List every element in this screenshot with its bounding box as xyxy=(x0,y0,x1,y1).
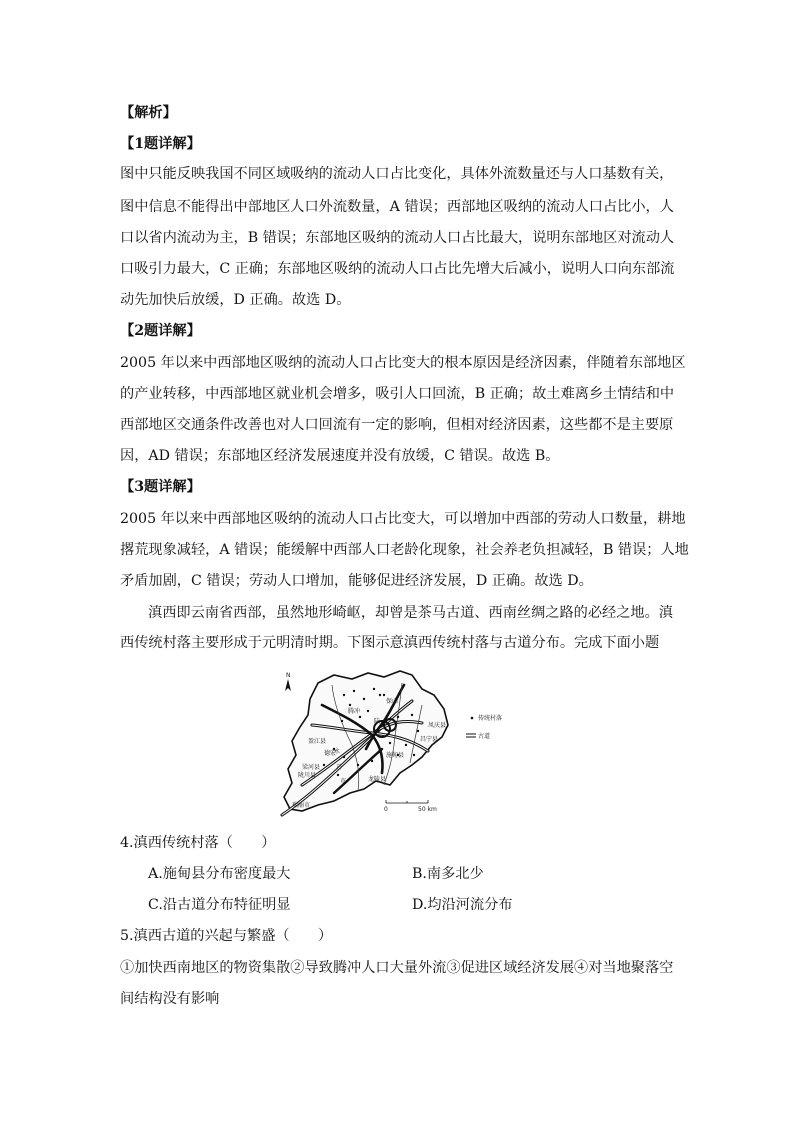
label-yingjiang: 盈江县 xyxy=(308,738,327,745)
q1-line-4: 口吸引力最大，C 正确；东部地区吸纳的流动人口占比先增大后减小，说明人口向东部流 xyxy=(120,261,675,277)
label-mang: 芒 xyxy=(336,764,343,771)
q1-line-5: 动先加快后放缓，D 正确。故选 D。 xyxy=(120,292,351,308)
q4-option-a: A.施甸县分布密度最大 xyxy=(148,866,291,882)
scale-zero: 0 xyxy=(384,806,388,813)
q3-line-3: 矛盾加剧，C 错误；劳动人口增加，能够促进经济发展，D 正确。故选 D。 xyxy=(120,573,593,589)
legend-village-icon xyxy=(471,717,474,720)
map-legend xyxy=(466,714,502,740)
legend-road: 古道 xyxy=(478,733,491,740)
q2-title: 【2题详解】 xyxy=(120,323,201,339)
q1-title: 【1题详解】 xyxy=(120,136,201,152)
q5-stem: 5.滇西古道的兴起与繁盛（ ） xyxy=(120,928,333,944)
q1-line-3: 口以省内流动为主，B 错误；东部地区吸纳的流动人口占比最大，说明东部地区对流动人 xyxy=(120,230,675,246)
passage-line-1: 滇西即云南省西部，虽然地形崎岖，却曾是茶马古道、西南丝绸之路的必经之地。滇 xyxy=(148,605,673,621)
q3-line-1: 2005 年以来中西部地区吸纳的流动人口占比变大，可以增加中西部的劳动人口数量，耕地 xyxy=(120,511,686,527)
legend-village: 传统村落 xyxy=(478,715,503,722)
label-longling: 龙陵县 xyxy=(368,776,387,783)
q4-option-c: C.沿古道分布特征明显 xyxy=(148,897,291,913)
q5-line-1: ①加快西南地区的物资集散②导致腾冲人口大量外流③促进区域经济发展④对当地聚落空 xyxy=(120,960,674,976)
label-fengqing: 凤庆县 xyxy=(428,722,447,729)
village-road-map xyxy=(272,665,527,823)
label-shidian: 施甸县 xyxy=(386,752,405,759)
q2-line-3: 西部地区交通条件改善也对人口回流有一定的影响，但相对经济因素，这些都不是主要原 xyxy=(120,417,674,433)
north-label: N xyxy=(286,672,291,679)
q3-title: 【3题详解】 xyxy=(120,479,201,495)
scale-km: 50 km xyxy=(418,806,437,813)
label-lu: 陆 xyxy=(374,718,381,725)
label-changning: 昌宁县 xyxy=(420,736,439,743)
label-ruili: 瑞丽市 xyxy=(292,802,311,809)
label-yong: 永 xyxy=(334,748,341,755)
label-lianghe: 梁河县 xyxy=(302,764,321,771)
label-shi: 市 xyxy=(340,778,347,785)
label-dehong: 德宏 xyxy=(324,750,337,757)
q5-line-2: 间结构没有影响 xyxy=(120,991,220,1007)
analysis-header: 【解析】 xyxy=(120,105,177,121)
q1-line-2: 图中信息不能得出中部地区人口外流数量，A 错误；西部地区吸纳的流动人口占比小，人 xyxy=(120,199,674,215)
label-tengchong: 腾冲 xyxy=(348,708,361,715)
q2-line-4: 因，AD 错误；东部地区经济发展速度并没有放缓，C 错误。故选 B。 xyxy=(120,448,560,464)
north-arrow-icon xyxy=(285,679,291,691)
q1-line-1: 图中只能反映我国不同区域吸纳的流动人口占比变化，具体外流数量还与人口基数有关， xyxy=(120,166,674,182)
q2-line-1: 2005 年以来中西部地区吸纳的流动人口占比变大的根本原因是经济因素，伴随着东部地区 xyxy=(120,355,686,371)
q4-stem: 4.滇西传统村落（ ） xyxy=(120,835,276,851)
q3-line-2: 撂荒现象减轻，A 错误；能缓解中西部人口老龄化现象，社会养老负担减轻，B 错误；人地 xyxy=(120,542,689,558)
q4-option-b: B.南多北少 xyxy=(412,866,484,882)
q4-option-d: D.均沿河流分布 xyxy=(412,897,513,913)
passage-line-2: 西传统村落主要形成于元明清时期。下图示意滇西传统村落与古道分布。完成下面小题 xyxy=(120,635,660,651)
scale-bar xyxy=(384,800,437,813)
label-longchuan: 陇川县 xyxy=(298,772,317,779)
label-baoshan: 保山 xyxy=(386,698,399,705)
q2-line-2: 的产业转移，中西部地区就业机会增多，吸引人口回流，B 正确；故土难离乡土情结和中 xyxy=(120,386,675,402)
